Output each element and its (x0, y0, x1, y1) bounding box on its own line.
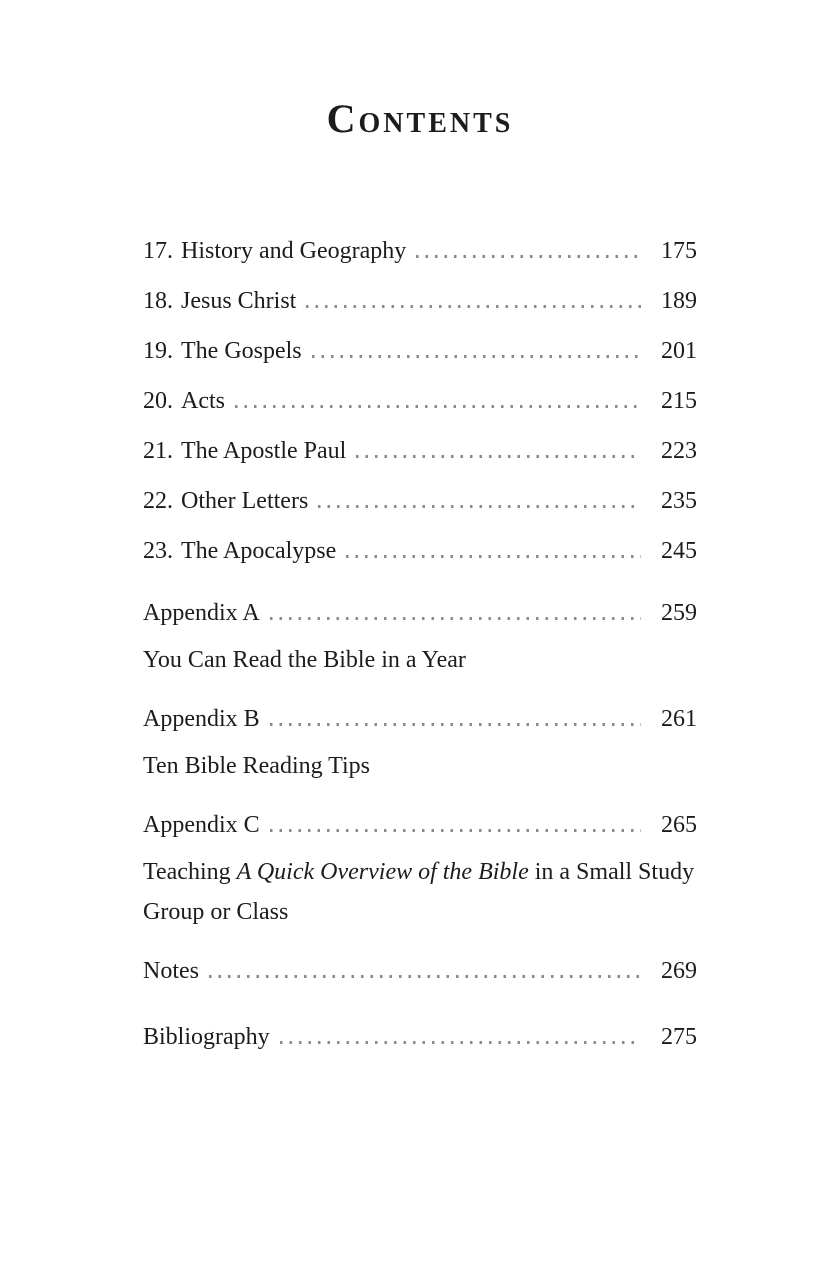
chapter-title: The Gospels (181, 338, 302, 364)
page-number: 235 (661, 488, 697, 514)
page-title: Contents (326, 96, 514, 141)
chapter-list (143, 238, 697, 588)
page-number: 269 (661, 958, 697, 984)
page-number: 259 (661, 600, 697, 626)
section-title: Notes (143, 958, 199, 984)
section-title: Appendix C (143, 812, 260, 838)
toc-entry (143, 238, 697, 288)
section-list (143, 600, 697, 1064)
section-title: Bibliography (143, 1024, 270, 1050)
dot-leader (346, 555, 641, 558)
toc-section-notes (143, 958, 697, 998)
chapter-title: Other Letters (181, 488, 309, 514)
toc-entry (143, 288, 697, 338)
section-subtitle: Ten Bible Reading Tips (143, 753, 371, 779)
chapter-title: Jesus Christ (181, 288, 297, 314)
page-number: 275 (661, 1024, 697, 1050)
dot-leader (318, 505, 641, 508)
subtitle-text: Teaching (143, 859, 237, 885)
chapter-number: 17. (143, 238, 173, 264)
chapter-title: The Apostle Paul (181, 438, 347, 464)
page-number: 201 (661, 338, 697, 364)
dot-leader (280, 1041, 641, 1044)
page-number: 265 (661, 812, 697, 838)
dot-leader (209, 975, 641, 978)
toc-entry (143, 388, 697, 438)
toc-entry (143, 706, 697, 746)
chapter-number: 23. (143, 538, 173, 564)
chapter-number: 19. (143, 338, 173, 364)
chapter-number: 21. (143, 438, 173, 464)
page-number: 261 (661, 706, 697, 732)
dot-leader (270, 617, 641, 620)
page-number: 245 (661, 538, 697, 564)
page-number: 223 (661, 438, 697, 464)
dot-leader (416, 255, 641, 258)
toc-entry (143, 812, 697, 852)
chapter-title: History and Geography (181, 238, 407, 264)
chapter-number: 22. (143, 488, 173, 514)
dot-leader (235, 405, 641, 408)
subtitle-italic-book-title: A Quick Overview of the Bible (236, 859, 529, 885)
toc-entry (143, 438, 697, 488)
section-title: Appendix B (143, 706, 260, 732)
dot-leader (270, 829, 641, 832)
chapter-number: 20. (143, 388, 173, 414)
section-subtitle: You Can Read the Bible in a Year (143, 647, 466, 673)
section-subtitle (143, 852, 743, 932)
toc-section-appendix-c (143, 812, 697, 932)
dot-leader (312, 355, 641, 358)
section-title: Appendix A (143, 600, 260, 626)
dot-leader (270, 723, 641, 726)
toc-entry (143, 338, 697, 388)
page-number: 175 (661, 238, 697, 264)
toc-entry (143, 538, 697, 588)
page-number: 215 (661, 388, 697, 414)
page-number: 189 (661, 288, 697, 314)
chapter-number: 18. (143, 288, 173, 314)
toc-section-bibliography (143, 1024, 697, 1064)
toc-section-appendix-b (143, 706, 697, 786)
chapter-title: Acts (181, 388, 225, 414)
toc-entry (143, 958, 697, 998)
toc (143, 238, 697, 1064)
toc-entry (143, 600, 697, 640)
dot-leader (356, 455, 641, 458)
dot-leader (306, 305, 641, 308)
toc-entry (143, 488, 697, 538)
chapter-title: The Apocalypse (181, 538, 337, 564)
subtitle-text: in a Small Study Group or Class (143, 859, 695, 925)
toc-section-appendix-a (143, 600, 697, 680)
toc-entry (143, 1024, 697, 1064)
